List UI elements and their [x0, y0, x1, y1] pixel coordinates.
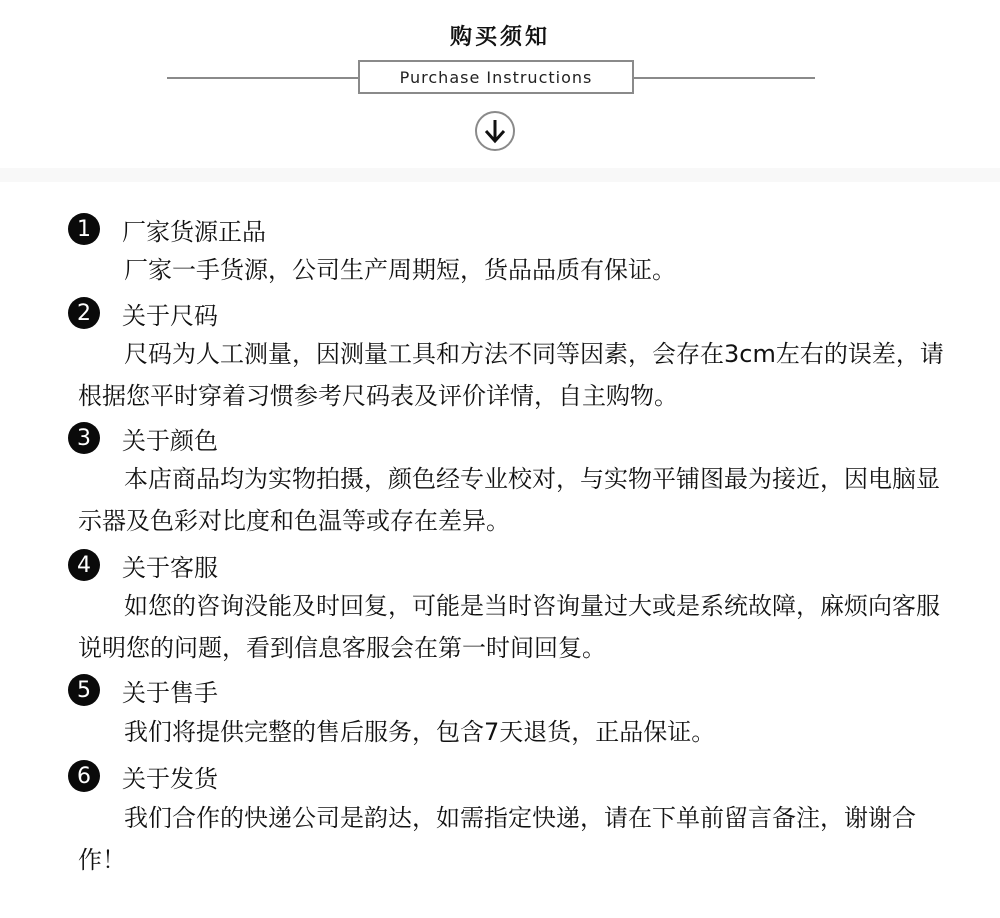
- section-title: 关于发货: [122, 764, 218, 793]
- page-title-english-text: Purchase Instructions: [399, 67, 593, 87]
- section-body: 尺码为人工测量，因测量工具和方法不同等因素，会存在3cm左右的误差，请根据您平时穿着习惯参考尺码表及评价详情，自主购物。: [78, 340, 944, 410]
- section-body: 如您的咨询没能及时回复，可能是当时咨询量过大或是系统故障，麻烦向客服说明您的问题，看到信息客服会在第一时间回复。: [78, 592, 940, 662]
- section-body: 我们将提供完整的售后服务，包含7天退货，正品保证。: [124, 718, 716, 746]
- section-body: 厂家一手货源，公司生产周期短，货品品质有保证。: [124, 256, 676, 284]
- section-heading-3: [68, 421, 218, 455]
- page-title-english: [358, 60, 634, 94]
- section-body: 我们合作的快递公司是韵达，如需指定快递，请在下单前留言备注，谢谢合作！: [78, 804, 916, 874]
- section-title: 关于售手: [122, 678, 218, 707]
- section-title: 关于客服: [122, 553, 218, 582]
- section-title: 关于颜色: [122, 426, 218, 455]
- number-badge: 1: [68, 213, 100, 245]
- header-divider-band: [0, 168, 1000, 182]
- number-badge: 5: [68, 674, 100, 706]
- section-heading-1: [68, 212, 266, 246]
- section-body: 本店商品均为实物拍摄，颜色经专业校对，与实物平铺图最为接近，因电脑显示器及色彩对比度和色温等或存在差异。: [78, 465, 940, 535]
- divider-right: [634, 77, 815, 79]
- section-heading-6: [68, 759, 218, 793]
- divider-left: [167, 77, 359, 79]
- section-heading-2: [68, 296, 218, 330]
- section-heading-5: [68, 673, 218, 707]
- page-title-chinese: 购买须知: [449, 25, 550, 50]
- number-badge: 2: [68, 297, 100, 329]
- number-badge: 6: [68, 760, 100, 792]
- section-title: 关于尺码: [122, 301, 218, 330]
- header: [0, 0, 1000, 168]
- arrow-down-circle-icon: [475, 111, 515, 151]
- arrow-down-icon: [483, 118, 507, 144]
- section-heading-4: [68, 548, 218, 582]
- section-title: 厂家货源正品: [122, 217, 266, 246]
- number-badge: 4: [68, 549, 100, 581]
- number-badge: 3: [68, 422, 100, 454]
